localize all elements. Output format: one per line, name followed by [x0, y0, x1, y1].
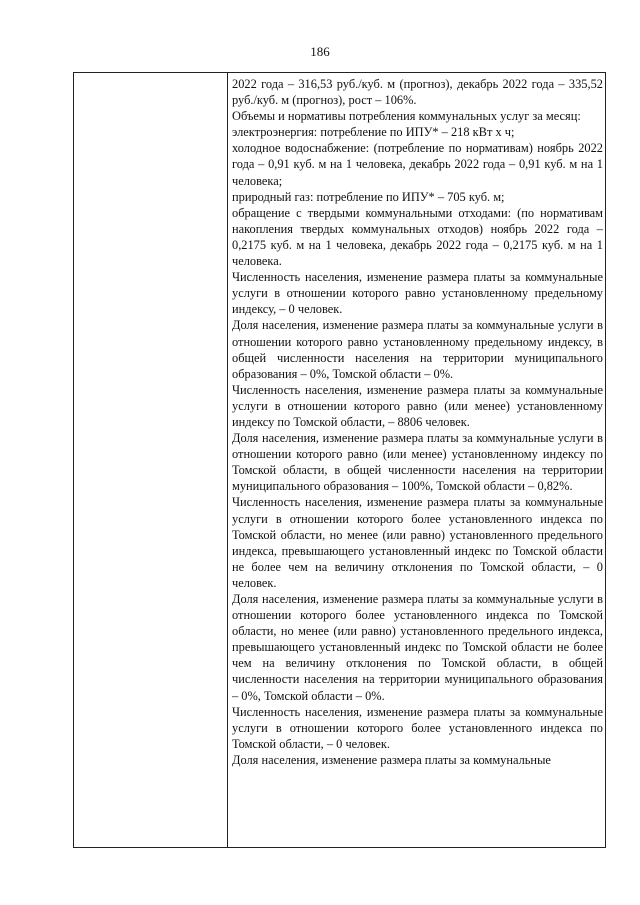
text-paragraph: Численность населения, изменение размера платы за коммунальные услуги в отношении которого более установленного индекса по Томской области, – 0 человек.	[232, 704, 603, 751]
text-paragraph: Численность населения, изменение размера платы за коммунальные услуги в отношении которого равно (или менее) установленному индексу по Томской области, – 8806 человек.	[232, 382, 603, 429]
text-paragraph: холодное водоснабжение: (потребление по нормативам) ноябрь 2022 года – 0,91 куб. м на 1 человека, декабрь 2022 года – 0,91 куб. м на 1 человека;	[232, 141, 603, 188]
text-paragraph: Доля населения, изменение размера платы за коммунальные услуги в отношении которого равно (или менее) установленному индексу по Томской области, в общей численности населения на территории муниципального образования – 100%, Томской области – 0,82%.	[232, 431, 603, 494]
text-paragraph: Численность населения, изменение размера платы за коммунальные услуги в отношении которого более установленного индекса по Томской области, но менее (или равно) установленного предельного индекса, превышающего установленный индекс по Томской области не более чем на величину отклонения по Томской области, – 0 человек.	[232, 495, 603, 590]
text-paragraph: Доля населения, изменение размера платы за коммунальные услуги в отношении которого более установленного индекса по Томской области, но менее (или равно) установленного предельного индекса, превышающего установленный индекс по Томской области не более чем на величину отклонения по Томской области, в общей численности населения на территории муниципального образования – 0%, Томской области – 0%.	[232, 592, 603, 703]
text-paragraph: обращение с твердыми коммунальными отходами: (по нормативам накопления твердых коммунальных отходов) ноябрь 2022 года – 0,2175 куб. м на 1 человека, декабрь 2022 года – 0,2175 куб. м на 1 человека.	[232, 205, 603, 269]
text-paragraph: Объемы и нормативы потребления коммунальных услуг за месяц:	[232, 109, 581, 124]
text-paragraph: Доля населения, изменение размера платы за коммунальные услуги в отношении которого равно установленному предельному индексу, в общей численности населения на территории муниципального образования – 0%, Томской области – 0%.	[232, 318, 603, 381]
page-number: 186	[310, 44, 330, 59]
text-paragraph: Численность населения, изменение размера платы за коммунальные услуги в отношении которого равно установленному предельному индексу, – 0 человек.	[232, 270, 603, 317]
table-right-column	[232, 76, 603, 768]
table-left-column	[74, 73, 228, 847]
text-paragraph: 2022 года – 316,53 руб./куб. м (прогноз), декабрь 2022 года – 335,52 руб./куб. м (прогноз), рост – 106%.	[232, 77, 603, 108]
document-table	[73, 72, 606, 848]
text-paragraph: электроэнергия: потребление по ИПУ* – 218 кВт х ч;	[232, 125, 515, 140]
text-paragraph: природный газ: потребление по ИПУ* – 705 куб. м;	[232, 189, 505, 204]
text-paragraph: Доля населения, изменение размера платы за коммунальные	[232, 752, 551, 767]
